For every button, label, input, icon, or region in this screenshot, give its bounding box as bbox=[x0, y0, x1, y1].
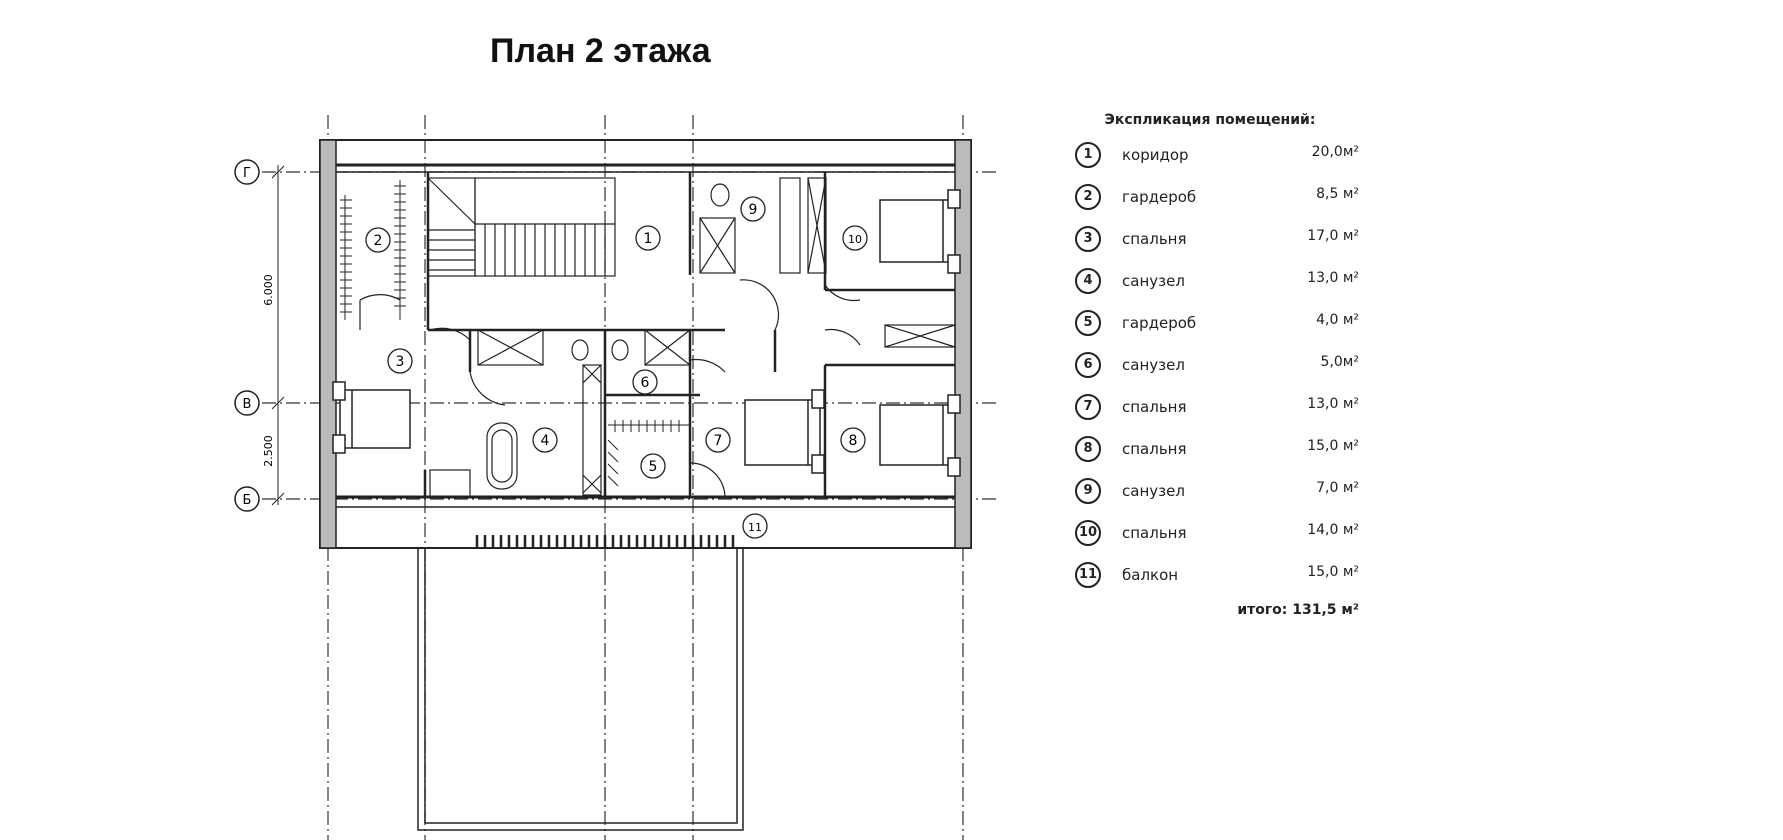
bed-7 bbox=[745, 390, 824, 473]
svg-text:10: 10 bbox=[848, 233, 862, 246]
terrace-outline bbox=[418, 548, 743, 830]
plan-title: План 2 этажа bbox=[490, 32, 711, 70]
explication-row bbox=[1075, 352, 1365, 394]
explication-row bbox=[1075, 520, 1365, 562]
svg-text:8: 8 bbox=[848, 433, 858, 449]
room-number: 10 bbox=[1075, 520, 1101, 546]
room-labels bbox=[366, 197, 867, 538]
svg-text:9: 9 bbox=[748, 202, 758, 218]
room-area: 15,0 м² bbox=[1307, 438, 1359, 454]
room-label-10 bbox=[843, 226, 867, 250]
dimension-upper: 6.000 bbox=[262, 274, 275, 306]
room-label-3 bbox=[388, 349, 412, 373]
vertical-axis-lines bbox=[328, 115, 963, 840]
room-number: 3 bbox=[1075, 226, 1101, 252]
room-name: спальня bbox=[1122, 524, 1187, 542]
svg-text:6: 6 bbox=[640, 375, 650, 391]
explication-row bbox=[1075, 394, 1365, 436]
room-name: санузел bbox=[1122, 482, 1185, 500]
explication-row bbox=[1075, 226, 1365, 268]
room-label-2 bbox=[366, 228, 390, 252]
room-explication bbox=[1075, 112, 1365, 618]
dimension-lower: 2.500 bbox=[262, 435, 275, 467]
room-area: 13,0 м² bbox=[1307, 396, 1359, 412]
explication-row bbox=[1075, 268, 1365, 310]
explication-heading: Экспликация помещений: bbox=[1104, 112, 1316, 128]
svg-text:3: 3 bbox=[395, 354, 405, 370]
room-area: 8,5 м² bbox=[1316, 186, 1359, 202]
axis-marker-v bbox=[235, 391, 259, 415]
svg-text:7: 7 bbox=[713, 433, 723, 449]
room-name: спальня bbox=[1122, 398, 1187, 416]
axis-label-v: В bbox=[242, 397, 252, 412]
room-name: санузел bbox=[1122, 356, 1185, 374]
room-number: 4 bbox=[1075, 268, 1101, 294]
svg-text:1: 1 bbox=[643, 231, 653, 247]
room-label-4 bbox=[533, 428, 557, 452]
bed-3 bbox=[333, 382, 410, 453]
room-name: балкон bbox=[1122, 566, 1179, 584]
room-area: 15,0 м² bbox=[1307, 564, 1359, 580]
room-number: 6 bbox=[1075, 352, 1101, 378]
explication-row bbox=[1075, 436, 1365, 478]
explication-rows bbox=[1075, 142, 1365, 604]
explication-total: итого: 131,5 м² bbox=[1237, 602, 1359, 618]
wardrobe-hatch-5 bbox=[608, 420, 679, 486]
explication-row bbox=[1075, 310, 1365, 352]
room-label-11 bbox=[743, 514, 767, 538]
room-name: гардероб bbox=[1122, 188, 1197, 206]
svg-text:4: 4 bbox=[540, 433, 550, 449]
room-area: 17,0 м² bbox=[1307, 228, 1359, 244]
staircase bbox=[428, 178, 615, 276]
axis-marker-b bbox=[235, 487, 259, 511]
room-area: 5,0м² bbox=[1320, 354, 1359, 370]
axis-label-b: Б bbox=[242, 493, 252, 508]
room-label-1 bbox=[636, 226, 660, 250]
room-number: 5 bbox=[1075, 310, 1101, 336]
room-number: 9 bbox=[1075, 478, 1101, 504]
room-name: коридор bbox=[1122, 146, 1189, 164]
room-area: 4,0 м² bbox=[1316, 312, 1359, 328]
room-number: 2 bbox=[1075, 184, 1101, 210]
room-label-5 bbox=[641, 454, 665, 478]
room-label-8 bbox=[841, 428, 865, 452]
room-name: спальня bbox=[1122, 440, 1187, 458]
room-name: спальня bbox=[1122, 230, 1187, 248]
room-number: 8 bbox=[1075, 436, 1101, 462]
room-area: 13,0 м² bbox=[1307, 270, 1359, 286]
explication-row bbox=[1075, 184, 1365, 226]
room-name: гардероб bbox=[1122, 314, 1197, 332]
explication-row bbox=[1075, 142, 1365, 184]
room-label-9 bbox=[741, 197, 765, 221]
room-number: 11 bbox=[1075, 562, 1101, 588]
room-label-7 bbox=[706, 428, 730, 452]
axis-label-g: Г bbox=[243, 166, 251, 181]
bed-8 bbox=[880, 395, 960, 476]
room-area: 7,0 м² bbox=[1316, 480, 1359, 496]
svg-text:11: 11 bbox=[748, 521, 762, 534]
explication-row bbox=[1075, 562, 1365, 604]
svg-text:2: 2 bbox=[373, 233, 383, 249]
explication-row bbox=[1075, 478, 1365, 520]
axis-marker-g bbox=[235, 160, 259, 184]
room-number: 7 bbox=[1075, 394, 1101, 420]
room-area: 14,0 м² bbox=[1307, 522, 1359, 538]
room-label-6 bbox=[633, 370, 657, 394]
balcony-railing bbox=[477, 535, 733, 548]
room-name: санузел bbox=[1122, 272, 1185, 290]
room-area: 20,0м² bbox=[1311, 144, 1359, 160]
room-number: 1 bbox=[1075, 142, 1101, 168]
bed-10 bbox=[880, 190, 960, 273]
svg-text:5: 5 bbox=[648, 459, 658, 475]
